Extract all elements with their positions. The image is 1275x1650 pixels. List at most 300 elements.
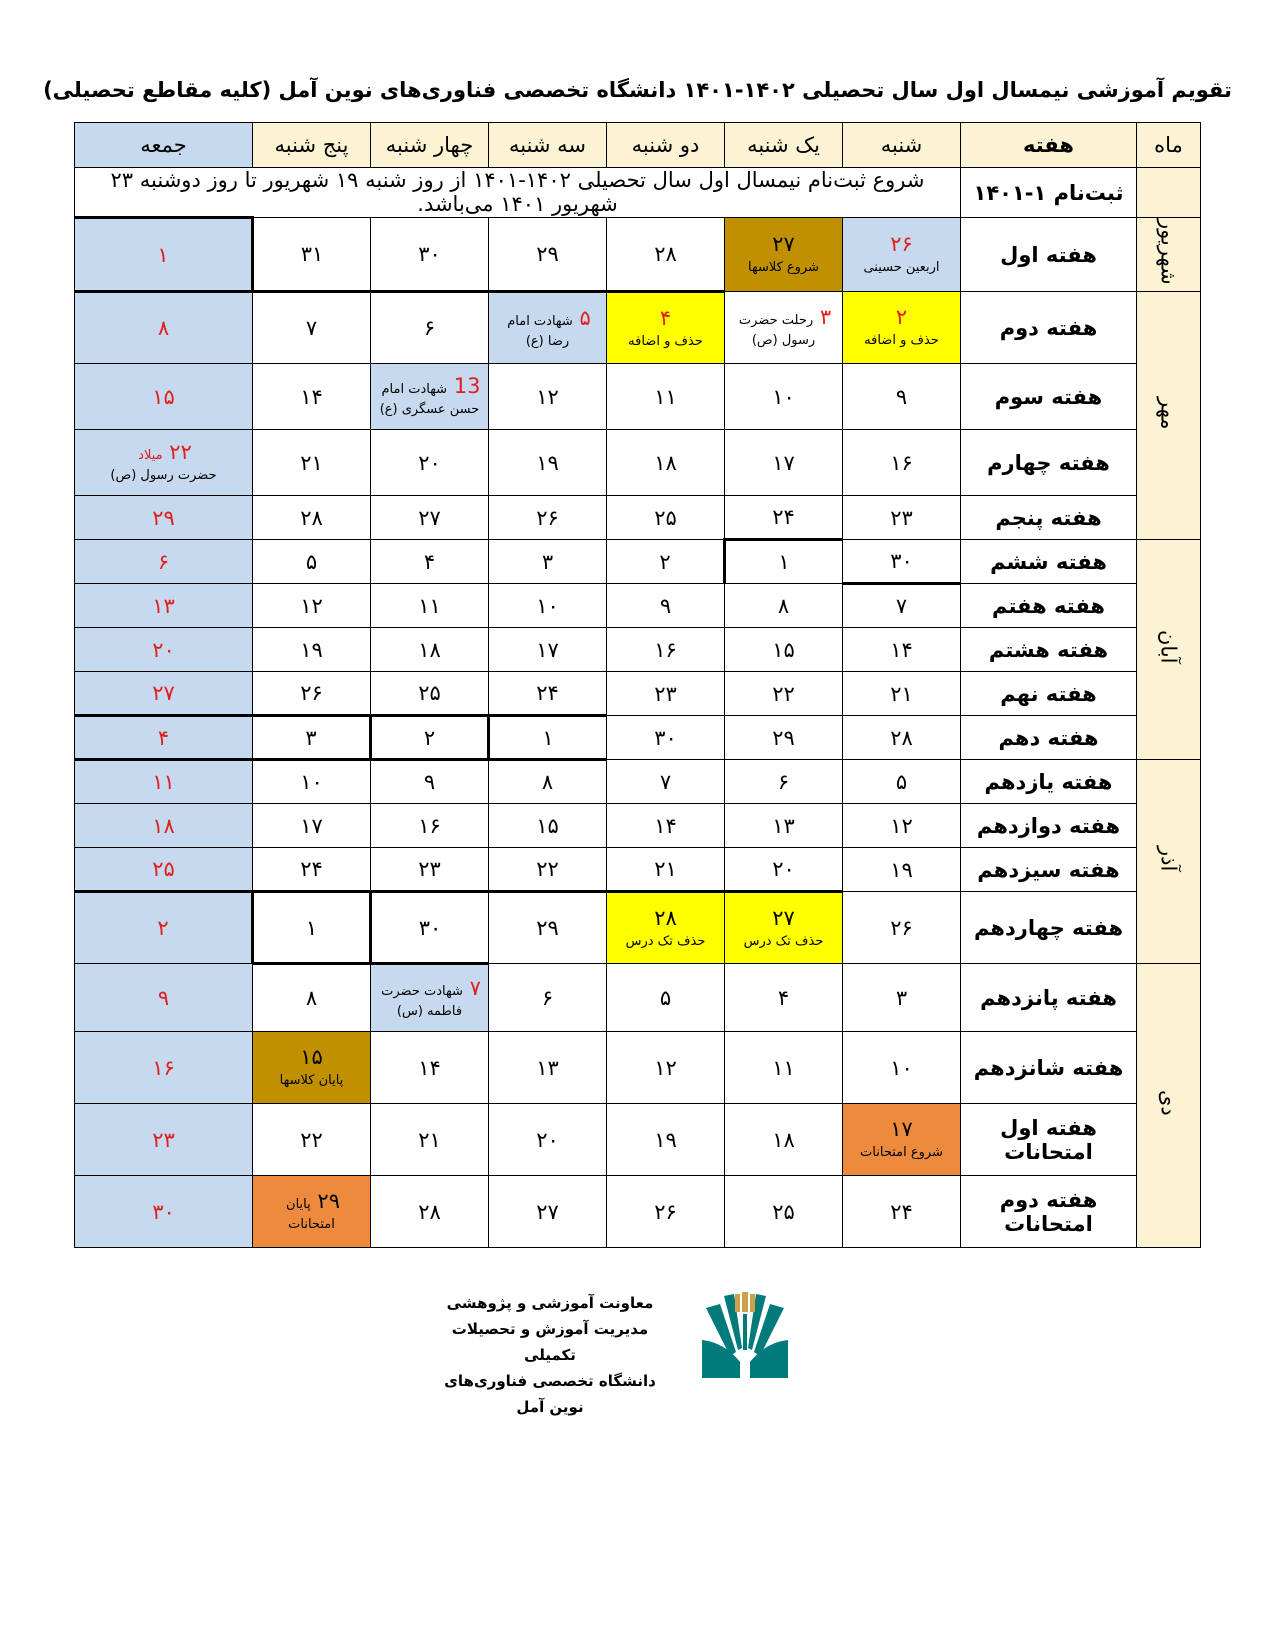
- day-cell: [607, 848, 725, 892]
- day-cell: [843, 964, 961, 1032]
- day-cell-friday: [75, 760, 253, 804]
- month-cell: [1137, 964, 1201, 1248]
- day-number: ۱۲: [654, 1055, 677, 1080]
- week-row: [75, 430, 1201, 496]
- registration-label: ثبت‌نام ۱-۱۴۰۱: [961, 168, 1137, 218]
- day-cell: [371, 218, 489, 292]
- week-label: هفته اول: [961, 218, 1137, 292]
- header-month: ماه: [1137, 123, 1201, 168]
- day-cell-friday: [75, 430, 253, 496]
- day-number: ۱۰: [536, 593, 559, 618]
- day-number: ۲۸: [654, 242, 677, 266]
- day-number: ۷: [895, 594, 908, 618]
- day-number: ۱۱: [654, 384, 677, 409]
- day-number: ۱۶: [890, 450, 913, 475]
- day-cell: [489, 364, 607, 430]
- day-number: ۲۵: [654, 505, 677, 530]
- day-cell: [725, 672, 843, 716]
- day-number: ۳: [541, 549, 554, 574]
- day-number: ۳۰: [890, 549, 913, 573]
- week-label: هفته دوازدهم: [961, 804, 1137, 848]
- day-number: ۶: [157, 549, 170, 574]
- day-event-label: پایان کلاسها: [279, 1073, 344, 1088]
- day-number: ۱۱: [418, 593, 441, 618]
- day-cell-friday: [75, 292, 253, 364]
- day-cell: [489, 218, 607, 292]
- day-cell: [607, 804, 725, 848]
- day-cell: [843, 1032, 961, 1104]
- week-label: هفته پانزدهم: [961, 964, 1137, 1032]
- day-cell-friday: [75, 964, 253, 1032]
- day-number: ۱۲: [890, 813, 913, 838]
- day-cell: [253, 218, 371, 292]
- day-cell: [607, 430, 725, 496]
- day-cell-friday: [75, 496, 253, 540]
- day-number: ۱۰: [890, 1055, 913, 1080]
- week-label: هفته دوم: [961, 292, 1137, 364]
- day-cell: [725, 628, 843, 672]
- day-number: ۲۰: [536, 1127, 559, 1152]
- day-cell: [371, 1176, 489, 1248]
- day-cell: [843, 1104, 961, 1176]
- day-event-label: شروع کلاسها: [747, 260, 820, 275]
- day-number: ۲: [423, 725, 436, 750]
- week-row: [75, 292, 1201, 364]
- header-week: هفته: [961, 123, 1137, 168]
- day-cell: [489, 430, 607, 496]
- footer-line: معاونت آموزشی و پژوهشی: [446, 1294, 654, 1312]
- day-cell: [607, 1104, 725, 1176]
- day-number: ۱۳: [152, 593, 175, 618]
- day-number: ۱۷: [890, 1117, 913, 1141]
- day-cell: [489, 716, 607, 760]
- day-cell: [253, 430, 371, 496]
- month-cell: [1137, 292, 1201, 540]
- day-cell: [725, 496, 843, 540]
- header-day: پنج شنبه: [253, 123, 371, 168]
- header-day: چهار شنبه: [371, 123, 489, 168]
- day-number: ۱: [157, 242, 169, 267]
- day-cell: [607, 672, 725, 716]
- day-number: ۲۵: [772, 1199, 795, 1224]
- day-number: ۲۷: [536, 1199, 559, 1224]
- day-number: ۲۶: [536, 505, 559, 530]
- footer-line: مدیریت آموزش و تحصیلات تکمیلی: [451, 1320, 649, 1364]
- header-day: شنبه: [843, 123, 961, 168]
- day-cell-friday: [75, 892, 253, 964]
- calendar-wrapper: [74, 122, 1200, 1248]
- day-event-label: رضا (ع): [525, 333, 570, 349]
- week-row: [75, 218, 1201, 292]
- day-cell: [489, 848, 607, 892]
- day-number: ۱۱: [152, 770, 175, 794]
- day-number: ۴: [777, 985, 790, 1010]
- day-event-label: حضرت رسول (ص): [110, 468, 217, 483]
- day-cell: [371, 848, 489, 892]
- day-number: ۳۱: [300, 242, 324, 266]
- day-number: ۹: [659, 593, 672, 618]
- day-number: ۲۱: [890, 681, 913, 706]
- week-label: هفته سیزدهم: [961, 848, 1137, 892]
- day-number: ۲۴: [890, 1199, 913, 1224]
- day-number: ۲۸: [890, 725, 913, 750]
- week-row: [75, 1104, 1201, 1176]
- day-event-inline: میلاد: [138, 448, 163, 463]
- day-cell: [489, 292, 607, 364]
- week-row: [75, 716, 1201, 760]
- day-number: ۱۹: [300, 637, 323, 662]
- day-number: ۱۵: [772, 637, 795, 662]
- day-cell: [489, 1104, 607, 1176]
- day-cell: [843, 496, 961, 540]
- day-number: ۱۹: [654, 1127, 677, 1152]
- week-row: [75, 584, 1201, 628]
- day-number: ۱۶: [654, 637, 677, 662]
- day-number: ۲۴: [300, 857, 323, 881]
- day-cell-friday: [75, 848, 253, 892]
- day-cell: [725, 218, 843, 292]
- day-number: ۸: [777, 593, 790, 618]
- day-cell: [489, 760, 607, 804]
- day-cell: [725, 540, 843, 584]
- day-cell-friday: [75, 804, 253, 848]
- day-number: ۲۹: [536, 916, 559, 940]
- footer-line: دانشگاه تخصصی فناوری‌های نوین آمل: [444, 1372, 656, 1416]
- month-label: مهر: [1156, 396, 1181, 430]
- day-cell: [253, 628, 371, 672]
- week-label: هفته هشتم: [961, 628, 1137, 672]
- day-number: ۲۲: [772, 681, 795, 706]
- day-cell: [725, 430, 843, 496]
- day-number: ۱۲: [300, 593, 323, 618]
- week-row: [75, 1032, 1201, 1104]
- day-cell: [843, 540, 961, 584]
- day-cell: [253, 892, 371, 964]
- day-cell: [253, 584, 371, 628]
- week-row: [75, 540, 1201, 584]
- day-cell: [607, 628, 725, 672]
- day-number: ۱۸: [772, 1127, 795, 1152]
- day-cell: [843, 892, 961, 964]
- day-number: ۷: [659, 769, 672, 794]
- week-row: [75, 1176, 1201, 1248]
- week-label: هفته نهم: [961, 672, 1137, 716]
- week-label: هفته دهم: [961, 716, 1137, 760]
- day-cell: [371, 1104, 489, 1176]
- day-number: ۲۱: [418, 1127, 441, 1152]
- day-cell: [371, 540, 489, 584]
- day-cell: [607, 716, 725, 760]
- day-number: ۱۳: [772, 813, 795, 838]
- day-cell-friday: [75, 1176, 253, 1248]
- day-number: ۵: [305, 549, 318, 574]
- day-cell: [843, 584, 961, 628]
- day-event-label: رسول (ص): [751, 333, 816, 348]
- day-cell: [253, 292, 371, 364]
- week-label: هفته دوم امتحانات: [961, 1176, 1137, 1248]
- day-cell: [489, 1176, 607, 1248]
- day-cell: [253, 716, 371, 760]
- day-number: ۲۷: [418, 505, 441, 530]
- day-number: ۲۳: [418, 857, 441, 881]
- day-cell: [725, 584, 843, 628]
- day-cell: [607, 760, 725, 804]
- day-number: ۱۹: [536, 450, 559, 475]
- day-number: ۱۰: [300, 770, 323, 794]
- registration-text: شروع ثبت‌نام نیمسال اول سال تحصیلی ۱۴۰۲-۱۴۰۱ از روز شنبه ۱۹ شهریور تا روز دوشنبه ۲۳ شهریور ۱۴۰۱ می‌باشد.: [75, 168, 961, 218]
- day-number: ۳۰: [152, 1199, 175, 1224]
- day-number: ۸: [157, 316, 170, 340]
- day-number: ۳۰: [654, 725, 677, 750]
- month-label: دی: [1156, 1090, 1181, 1116]
- day-number: ۲۷: [772, 232, 795, 256]
- day-number: ۶: [777, 769, 790, 794]
- day-cell-friday: [75, 628, 253, 672]
- day-number: ۲۶: [890, 915, 913, 940]
- day-cell: [371, 804, 489, 848]
- week-label: هفته اول امتحانات: [961, 1104, 1137, 1176]
- week-row: [75, 628, 1201, 672]
- header-day: دو شنبه: [607, 123, 725, 168]
- day-number: 13: [453, 374, 481, 398]
- day-number: ۶: [541, 985, 554, 1010]
- day-number: ۲۳: [152, 1127, 175, 1152]
- day-number: ۱۵: [536, 813, 559, 838]
- day-cell: [489, 584, 607, 628]
- day-number: ۲۸: [300, 505, 323, 530]
- day-number: ۲۷: [152, 681, 175, 705]
- day-number: ۲: [895, 305, 908, 329]
- day-number: ۱۶: [418, 813, 441, 838]
- day-cell: [725, 716, 843, 760]
- day-event-label: امتحانات: [288, 1217, 335, 1232]
- week-label: هفته شانزدهم: [961, 1032, 1137, 1104]
- day-cell: [489, 1032, 607, 1104]
- day-cell: [725, 760, 843, 804]
- day-cell: [489, 964, 607, 1032]
- day-cell: [843, 1176, 961, 1248]
- day-cell: [253, 540, 371, 584]
- week-row: [75, 964, 1201, 1032]
- day-cell: [371, 760, 489, 804]
- day-cell: [489, 892, 607, 964]
- week-row: [75, 804, 1201, 848]
- day-event-label: شروع امتحانات: [860, 1145, 943, 1160]
- day-cell: [843, 292, 961, 364]
- day-number: ۱۴: [418, 1055, 441, 1080]
- day-number: ۲۲: [300, 1127, 323, 1152]
- day-cell: [607, 540, 725, 584]
- day-cell: [725, 848, 843, 892]
- week-row: [75, 496, 1201, 540]
- footer: [430, 1290, 670, 1420]
- day-cell-friday: [75, 716, 253, 760]
- day-cell: [607, 892, 725, 964]
- day-number: ۴: [659, 305, 672, 330]
- day-cell: [607, 496, 725, 540]
- day-number: ۲۹: [152, 505, 175, 530]
- day-number: ۱۰: [772, 384, 795, 409]
- day-number: ۱۵: [300, 1045, 323, 1069]
- day-event-label: حسن عسگری (ع): [379, 402, 480, 417]
- day-event-label: فاطمه (س): [396, 1003, 463, 1019]
- day-cell: [843, 672, 961, 716]
- day-cell: [843, 804, 961, 848]
- day-number: ۱۷: [772, 450, 795, 475]
- day-cell: [489, 672, 607, 716]
- registration-row: [75, 168, 1201, 218]
- day-event-label: اربعین حسینی: [863, 260, 940, 275]
- day-cell: [371, 584, 489, 628]
- day-event-inline: پایان: [286, 1197, 311, 1212]
- week-row: [75, 760, 1201, 804]
- week-label: هفته یازدهم: [961, 760, 1137, 804]
- day-number: ۱۴: [890, 637, 913, 662]
- day-cell: [725, 1032, 843, 1104]
- day-number: ۹: [423, 770, 436, 794]
- day-number: ۲۸: [654, 905, 677, 930]
- day-cell: [371, 496, 489, 540]
- header-day: یک شنبه: [725, 123, 843, 168]
- day-cell: [371, 964, 489, 1032]
- day-cell: [371, 672, 489, 716]
- month-cell: [1137, 218, 1201, 292]
- day-number: ۲۶: [654, 1199, 677, 1224]
- month-cell-empty: [1137, 168, 1201, 218]
- day-number: ۹: [895, 384, 908, 409]
- day-number: ۳۰: [418, 242, 441, 266]
- month-label: شهریور: [1156, 219, 1181, 285]
- day-number: ۱۴: [654, 813, 677, 838]
- day-cell-friday: [75, 1104, 253, 1176]
- day-cell: [843, 716, 961, 760]
- day-number: ۱۸: [418, 637, 441, 662]
- day-cell: [607, 1176, 725, 1248]
- day-cell: [489, 628, 607, 672]
- day-number: ۵: [579, 305, 591, 330]
- month-cell: [1137, 540, 1201, 760]
- day-number: ۲۶: [890, 232, 913, 256]
- day-event-label: حذف تک درس: [625, 933, 706, 949]
- day-cell: [371, 430, 489, 496]
- day-cell: [371, 292, 489, 364]
- day-cell: [843, 848, 961, 892]
- day-number: ۲۳: [654, 681, 677, 706]
- university-logo-icon: [700, 1290, 790, 1382]
- day-number: ۱: [305, 915, 318, 940]
- day-number: ۱۴: [300, 384, 323, 409]
- week-row: [75, 892, 1201, 964]
- day-number: ۲۰: [152, 637, 175, 662]
- day-number: ۴: [157, 725, 170, 750]
- header-day-friday: جمعه: [75, 123, 253, 168]
- day-number: ۶: [423, 316, 436, 340]
- day-cell: [607, 1032, 725, 1104]
- month-label: آبان: [1156, 630, 1181, 664]
- day-cell: [253, 964, 371, 1032]
- day-cell: [843, 218, 961, 292]
- week-label: هفته پنجم: [961, 496, 1137, 540]
- day-number: ۲۳: [890, 505, 913, 530]
- week-label: هفته چهارم: [961, 430, 1137, 496]
- day-cell: [725, 364, 843, 430]
- day-number: ۲: [157, 916, 169, 940]
- day-cell: [607, 964, 725, 1032]
- day-cell: [371, 716, 489, 760]
- day-cell: [489, 496, 607, 540]
- day-cell: [725, 1176, 843, 1248]
- day-cell: [725, 964, 843, 1032]
- day-number: ۲۴: [536, 681, 559, 705]
- day-number: ۲۸: [418, 1199, 441, 1224]
- week-row: [75, 672, 1201, 716]
- day-number: ۳: [819, 305, 832, 329]
- day-cell: [253, 760, 371, 804]
- day-cell: [725, 804, 843, 848]
- day-number: ۲۱: [654, 857, 677, 881]
- day-number: ۲۲: [169, 440, 192, 464]
- day-cell-friday: [75, 540, 253, 584]
- day-number: ۹: [157, 985, 170, 1010]
- day-number: ۳۰: [418, 915, 442, 940]
- day-cell-friday: [75, 584, 253, 628]
- day-event-inline: شهادت امام: [507, 313, 573, 329]
- day-number: ۳: [305, 725, 317, 750]
- day-number: ۱۱: [772, 1055, 795, 1080]
- day-cell: [843, 760, 961, 804]
- day-cell: [843, 430, 961, 496]
- day-event-inline: رحلت حضرت: [738, 313, 814, 328]
- day-number: ۲۹: [317, 1189, 340, 1213]
- day-cell: [371, 364, 489, 430]
- day-number: ۵: [895, 769, 908, 794]
- academic-calendar-table: [74, 122, 1201, 1248]
- day-cell: [253, 1032, 371, 1104]
- day-cell: [607, 218, 725, 292]
- day-number: ۸: [305, 986, 318, 1010]
- day-number: ۱: [542, 725, 554, 750]
- day-number: ۵: [659, 985, 672, 1010]
- day-cell: [489, 540, 607, 584]
- day-number: ۱۹: [890, 857, 913, 882]
- day-number: ۲۵: [418, 681, 441, 705]
- day-number: ۱۲: [536, 384, 559, 409]
- week-label: هفته چهاردهم: [961, 892, 1137, 964]
- day-cell: [253, 848, 371, 892]
- day-number: ۱۸: [654, 450, 677, 475]
- day-number: ۲۶: [300, 681, 323, 705]
- day-number: ۲۰: [772, 857, 795, 881]
- day-cell: [607, 364, 725, 430]
- week-label: هفته هفتم: [961, 584, 1137, 628]
- day-event-inline: شهادت حضرت: [381, 983, 463, 999]
- day-number: ۷: [469, 975, 481, 1000]
- day-cell: [253, 1104, 371, 1176]
- day-event-label: حذف و اضافه: [864, 333, 939, 348]
- day-cell: [725, 292, 843, 364]
- header-row: [75, 123, 1201, 168]
- day-number: ۲۹: [772, 725, 795, 750]
- day-number: ۸: [541, 770, 554, 794]
- day-number: ۱۸: [152, 813, 175, 838]
- day-number: ۱۷: [300, 813, 323, 838]
- day-number: ۳: [895, 985, 908, 1010]
- day-cell: [253, 804, 371, 848]
- day-cell: [371, 628, 489, 672]
- month-cell: [1137, 760, 1201, 964]
- day-cell: [607, 292, 725, 364]
- day-event-inline: شهادت امام: [381, 382, 448, 397]
